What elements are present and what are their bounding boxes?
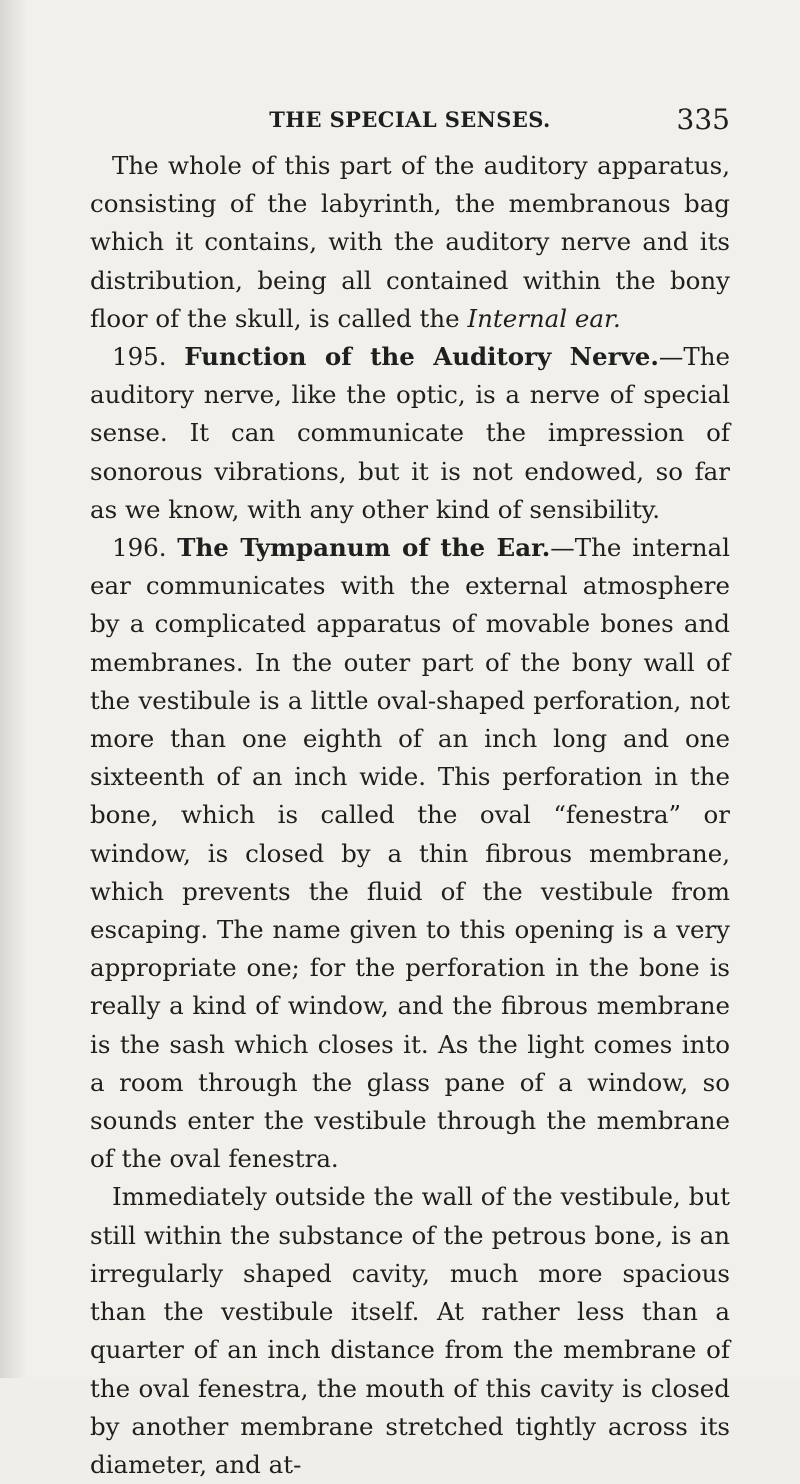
running-title: THE SPECIAL SENSES. [269,107,551,132]
italic-term: Internal ear. [467,303,621,333]
section-number: 195. [112,342,167,372]
paragraph-tympanum-cavity [90,1178,730,1484]
paragraph-text: —The auditory nerve, like the optic, is a nerve of special sense. It can communicate the impression of sonorous vibrations, but it is not endowed, so far as we know, with any other kind of sensibility. [90,342,730,524]
paragraph-internal-ear [90,147,730,338]
paragraph-section-196 [90,529,730,1178]
paragraph-text: Immediately outside the wall of the vestibule, but still within the substance of the petrous bone, is an irregularly shaped cavity, much more spacious than the vestibule itself. At rather less than a quarter of an inch distance from the membrane of the oval fenestra, the mouth of this cavity is closed by another membrane stretched tightly across its diameter, and at- [90,1182,730,1479]
paragraph-text: —The internal ear communicates with the external atmosphere by a complicated apparatus of movable bones and membranes. In the outer part of the bony wall of the vestibule is a little oval-shaped perforation, not more than one eighth of an inch long and one sixteenth of an inch wide. This perforation in the bone, which is called the oval “fenestra” or window, is closed by a thin fibrous membrane, which prevents the fluid of the vestibule from escaping. The name given to this opening is a very appropriate one; for the perforation in the bone is really a kind of window, and the fibrous membrane is the sash which closes it. As the light comes into a room through the glass pane of a window, so sounds enter the vestibule through the membrane of the oval fenestra. [90,533,730,1174]
page-number: 335 [676,103,730,136]
running-head [90,103,730,137]
section-number: 196. [112,533,167,563]
page-gutter-shadow [0,0,26,1378]
section-heading: Function of the Auditory Nerve. [184,342,659,372]
section-heading: The Tympanum of the Ear. [177,533,551,563]
body-text [90,147,730,1484]
paragraph-text: The whole of this part of the auditory apparatus, consisting of the labyrinth, the membranous bag which it contains, with the auditory nerve and its distribution, being all contained within the bony floor of the skull, is called the [90,151,730,333]
paragraph-section-195 [90,338,730,529]
